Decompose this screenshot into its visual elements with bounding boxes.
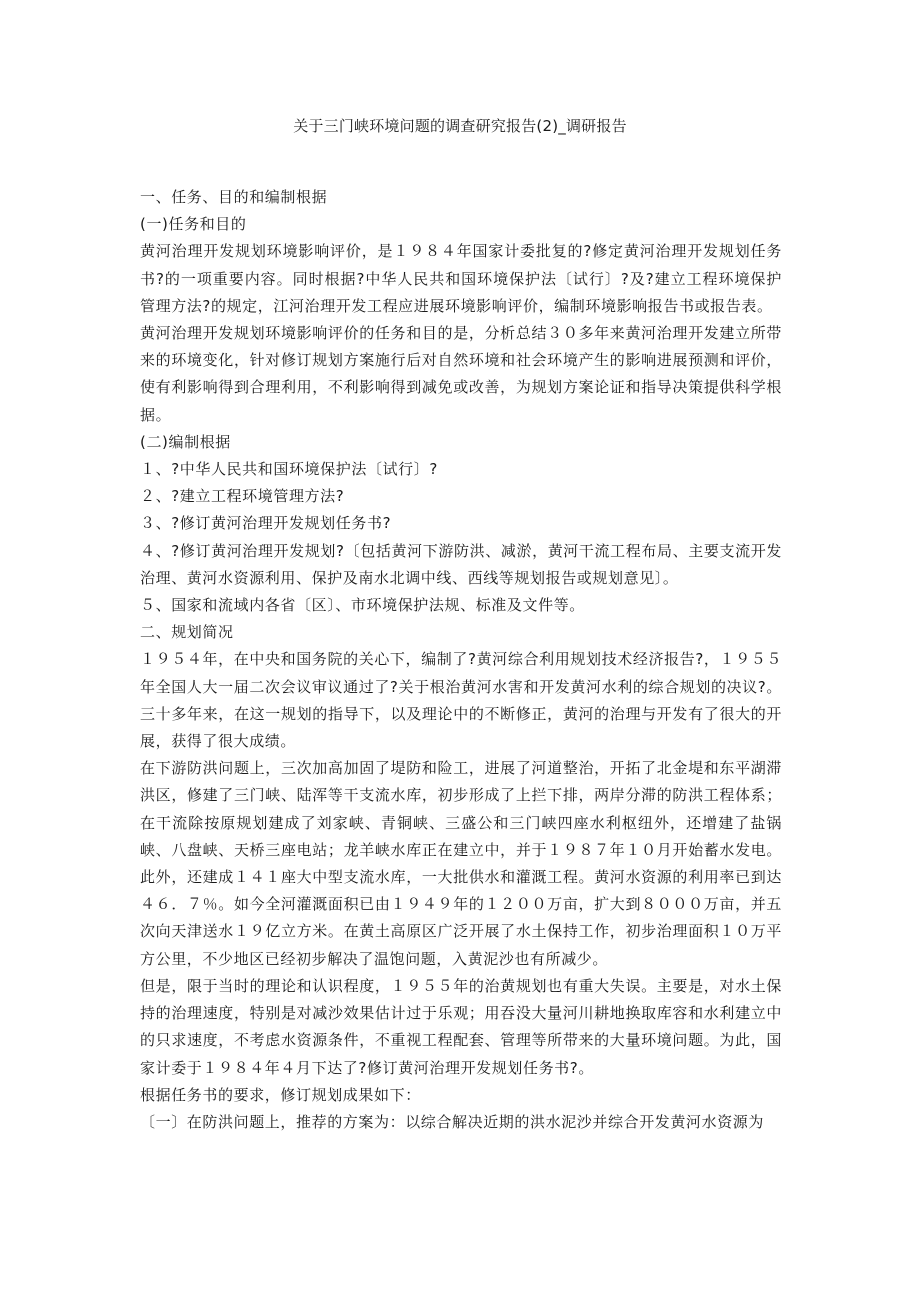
paragraph: 根据任务书的要求，修订规划成果如下： [140, 1085, 421, 1104]
subsection-heading-purpose: (一)任务和目的 [140, 215, 247, 234]
section-heading-1: 一、任务、目的和编制根据 [140, 188, 328, 206]
section-heading-2: 二、规划简况 [140, 623, 234, 642]
paragraph: 在下游防洪问题上，三次加高加固了堤防和险工，进展了河道整治，开拓了北金堤和东平湖滞洪区，修建了三门峡、陆浑等干支流水库，初步形成了上拦下排，两岸分滞的防洪工程体系；在干流除按原规划建成了刘家峡、青铜峡、三盛公和三门峡四座水利枢纽外，还增建了盐锅峡、八盘峡、天桥三座电站；龙羊峡水库正在建立中，并于１９８７年１０月开始蓄水发电。此外，还建成１４１座大中型支流水库，一大批供水和灌溉工程。黄河水资源的利用率已到达４６．７％。如今全河灌溉面积已由１９４９年的１２００万亩，扩大到８０００万亩，并五次向天津送水１９亿立方米。在黄土高原区广泛开展了水土保持工作，初步治理面积１０万平方公里，不少地区已经初步解决了温饱问题，入黄泥沙也有所减少。 [140, 759, 782, 968]
list-item: ４、?修订黄河治理开发规划?〔包括黄河下游防洪、减淤，黄河干流工程布局、主要支流开发治理、黄河水资源利用、保护及南水北调中线、西线等规划报告或规划意见〕。 [140, 541, 782, 587]
paragraph: １９５４年，在中央和国务院的关心下，编制了?黄河综合利用规划技术经济报告?，１９５５年全国人大一届二次会议审议通过了?关于根治黄河水害和开发黄河水利的综合规划的决议?。三十多年来，在这一规划的指导下，以及理论中的不断修正，黄河的治理与开发有了很大的开展，获得了很大成绩。 [140, 650, 782, 751]
document-title: 关于三门峡环境问题的调查研究报告(2)_调研报告 [293, 117, 627, 135]
paragraph: 但是，限于当时的理论和认识程度，１９５５年的治黄规划也有重大失误。主要是，对水土保持的治理速度，特别是对减沙效果估计过于乐观；用吞没大量河川耕地换取库容和水利建立中的只求速度，不考虑水资源条件，不重视工程配套、管理等所带来的大量环境问题。为此，国家计委于１９８４年４月下达了?修订黄河治理开发规划任务书?。 [140, 976, 782, 1077]
paragraph: 黄河治理开发规划环境影响评价，是１９８４年国家计委批复的?修定黄河治理开发规划任务书?的一项重要内容。同时根据?中华人民共和国环境保护法〔试行〕?及?建立工程环境保护管理方法?的规定，江河治理开发工程应进展环境影响评价，编制环境影响报告书或报告表。 [140, 242, 782, 315]
list-item: ５、国家和流域内各省〔区〕、市环境保护法规、标准及文件等。 [140, 596, 585, 615]
list-item: ３、?修订黄河治理开发规划任务书? [140, 514, 392, 533]
subsection-heading-basis: (二)编制根据 [140, 432, 231, 451]
document-body [140, 184, 782, 1136]
list-item: １、?中华人民共和国环境保护法〔试行〕? [140, 460, 438, 479]
paragraph: 〔一〕在防洪问题上，推荐的方案为：以综合解决近期的洪水泥沙并综合开发黄河水资源为 [140, 1112, 765, 1131]
list-item: ２、?建立工程环境管理方法? [140, 487, 345, 506]
paragraph: 黄河治理开发规划环境影响评价的任务和目的是，分析总结３０多年来黄河治理开发建立所带来的环境变化，针对修订规划方案施行后对自然环境和社会环境产生的影响进展预测和评价，使有利影响得到合理利用，不利影响得到减免或改善，为规划方案论证和指导决策提供科学根据。 [140, 324, 782, 424]
